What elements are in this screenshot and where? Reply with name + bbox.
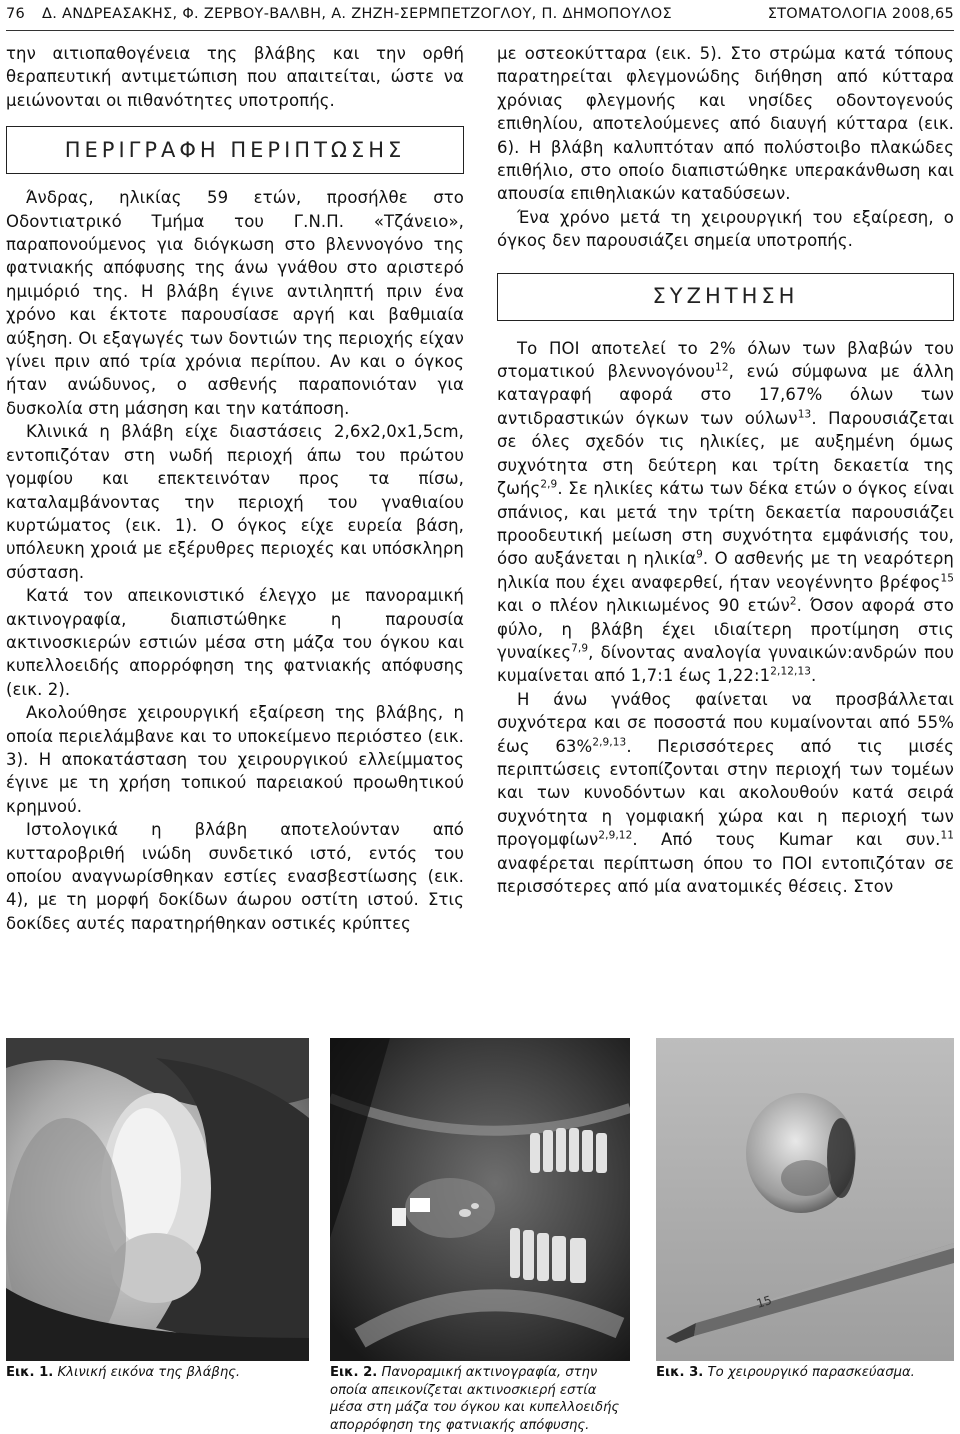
figure-2-label: Εικ. 2. xyxy=(330,1365,378,1380)
reference-superscript: 15 xyxy=(940,572,954,585)
reference-superscript: 12 xyxy=(715,361,729,374)
clinical-photo-image xyxy=(6,1038,309,1361)
running-header-authors: Δ. ΑΝΔΡΕΑΣΑΚΗΣ, Φ. ΖΕΡΒΟΥ-ΒΑΛΒΗ, Α. ΖΗΖΗ-ΣΕΡΜΠΕΤΖΟΓΛΟΥ, Π. ΔΗΜΟΠΟΥΛΟΣ xyxy=(42,6,672,22)
running-header-journal: ΣΤΟΜΑΤΟΛΟΓΙΑ 2008,65 xyxy=(767,6,954,22)
discussion-paragraph-2: Η άνω γνάθος φαίνεται να προσβάλλεται συχνότερα και σε ποσοστά που κυμαίνονται από 55% έως 63%$^{2,9,13}$. Περισσότερες από τις μισές περιπτώσεις εντοπίζονται στην περιοχή των τομέων και των κυνοδόντων και ακολουθούν κατά σειρά συχνότητα η γομφιακή χώρα και η περιοχή των προγομφίων$^{2,9,12}$. Από τους Kumar και συν.$^{11}$ αναφέρεται περίπτωση όπου το ΠΟΙ εντοπιζόταν σε περισσότερες από μία ανατομικές θέσεις. Στον xyxy=(497,689,954,896)
case-paragraph-3: Κατά τον απεικονιστικό έλεγχο με πανοραμική ακτινογραφία, διαπιστώθηκε η παρουσία ακτινοσκιερών εστιών μέσα στη μάζα του όγκου και κυπελλοειδής απορρόφηση της φατνιακής απόφυσης (εικ. 2). xyxy=(6,586,464,699)
case-paragraph-5: Ιστολογικά η βλάβη αποτελούνταν από κυτταροβριθή ινώδη συνδετικό ιστό, εντός του οποίου αναγνωρίσθηκαν εστίες ενασβεστίωσης (εικ. 4), με τη μορφή δοκίδων άωρου οστίτη ιστού. Στις δοκίδες αυτές παρατηρήθηκαν οστικές κρύπτες xyxy=(6,820,464,933)
case-paragraph-1: Άνδρας, ηλικίας 59 ετών, προσήλθε στο Οδοντιατρικό Τμήμα του Γ.Ν.Π. «Τζάνειο», παραπονούμενος για διόγκωση στο βλεννογόνο της φατνιακής απόφυσης της άνω γνάθου στο αριστερό ημιμόριό της. Η βλάβη έγινε αντιληπτή πριν ένα χρόνο και έκτοτε παρουσίασε αργή και βαθμιαία αύξηση. Οι εξαγωγές των δοντιών της περιοχής είχαν γίνει πριν από τρία χρόνια περίπου. Αν και ο όγκος ήταν ανώδυνος, ο ασθενής παραπονιόταν για δυσκολία στη μάσηση και την κατάποση. xyxy=(6,188,464,418)
section-heading-case: ΠΕΡΙΓΡΑΦΗ ΠΕΡΙΠΤΩΣΗΣ xyxy=(6,126,464,174)
reference-superscript: 2,9,12 xyxy=(598,829,633,842)
reference-superscript: 2,9 xyxy=(540,478,558,491)
figure-2-caption: Εικ. 2. Πανοραμική ακτινογραφία, στην οποία απεικονίζεται ακτινοσκιερή εστία μέσα στη μάζα του όγκου και κυπελλοειδής απορρόφηση της φατνιακής απόφυσης. xyxy=(330,1365,620,1433)
figure-1-label: Εικ. 1. xyxy=(6,1365,54,1380)
header-rule xyxy=(6,30,954,31)
reference-superscript: 13 xyxy=(797,408,812,421)
scalpel-marking: 15 xyxy=(754,1293,774,1311)
reference-superscript: 2,12,13 xyxy=(770,665,812,678)
figure-1-caption: Εικ. 1. Κλινική εικόνα της βλάβης. xyxy=(6,1365,241,1380)
figure-3-label: Εικ. 3. xyxy=(656,1365,704,1380)
reference-superscript: 11 xyxy=(940,829,954,842)
case-paragraph-4: Ακολούθησε χειρουργική εξαίρεση της βλάβης, η οποία περιελάμβανε και το υποκείμενο περιόστεο (εικ. 3). Η αποκατάσταση του χειρουργικού ελλείμματος έγινε με τη χρήση τοπικού παρειακού προωθητικού κρημνού. xyxy=(6,703,464,816)
page-number: 76 xyxy=(6,6,26,22)
intro-paragraph: την αιτιοπαθογένεια της βλάβης και την ορθή θεραπευτική αντιμετώπιση που απαιτείται, ώστε να μειώνονται οι πιθανότητες υποτροπής. xyxy=(6,44,464,110)
left-column xyxy=(6,42,464,935)
figure-3-surgical-specimen xyxy=(656,1038,954,1361)
panoramic-xray-image xyxy=(330,1038,630,1361)
surgical-specimen-image xyxy=(656,1038,954,1361)
figure-3-caption: Εικ. 3. Το χειρουργικό παρασκεύασμα. xyxy=(656,1365,915,1380)
reference-superscript: 2 xyxy=(789,595,797,608)
followup-paragraph: Ένα χρόνο μετά τη χειρουργική του εξαίρεση, ο όγκος δεν παρουσιάζει σημεία υποτροπής. xyxy=(497,207,954,251)
reference-superscript: 7,9 xyxy=(571,642,589,655)
case-paragraph-2: Κλινικά η βλάβη είχε διαστάσεις 2,6x2,0x1,5cm, εντοπιζόταν στη νωδή περιοχή άπω του πρώτου γομφίου και επεκτεινόταν προς τα πίσω, καταλαμβάνοντας την περιοχή του γναθιαίου κυρτώματος (εικ. 1). Ο όγκος είχε ευρεία βάση, υπόλευκη χροιά με εξέρυθρες περιοχές και υπόσκληρη σύσταση. xyxy=(6,422,464,582)
figure-2-panoramic-xray xyxy=(330,1038,630,1361)
reference-superscript: 2,9,13 xyxy=(592,736,627,749)
histology-paragraph: με οστεοκύτταρα (εικ. 5). Στο στρώμα κατά τόπους παρατηρείται φλεγμονώδης διήθηση από κύτταρα χρόνιας φλεγμονής και νησίδες οδοντογενούς επιθηλίου, αποτελούμενες από διαυγή κύτταρα (εικ. 6). Η βλάβη καλυπτόταν από πολύστοιβο πλακώδες επιθήλιο, στο οποίο διαπιστώθηκε υπερακάνθωση και απουσία επιθηλιακών καταδύσεων. xyxy=(497,44,954,204)
running-header xyxy=(6,6,954,28)
reference-superscript: 9 xyxy=(696,548,703,561)
right-column xyxy=(497,42,954,898)
figure-1-clinical-photo xyxy=(6,1038,309,1361)
discussion-paragraph-1: Το ΠΟΙ αποτελεί το 2% όλων των βλαβών του στοματικού βλεννογόνου$^{12}$, ενώ σύμφωνα με άλλη καταγραφή αφορά στο 17,67% όλων των αντιδραστικών όγκων των ούλων$^{13}$. Παρουσιάζεται σε όλες σχεδόν τις ηλικίες, με αυξημένη όμως συχνότητα στη δεύτερη και τρίτη δεκαετία της ζωής$^{2,9}$. Σε ηλικίες κάτω των δέκα ετών ο όγκος είναι σπάνιος, και μετά την τρίτη δεκαετία παρουσιάζει προοδευτική μείωση στη συχνότητα εμφάνισής του, όσο αυξάνεται η ηλικία$^9$. Ο ασθενής με τη νεαρότερη ηλικία που έχει αναφερθεί, ήταν νεογέννητο βρέφος$^{15}$ και ο πλέον ηλικιωμένος 90 ετών$^2$. Όσον αφορά στο φύλο, η βλάβη έχει ιδιαίτερη προτίμηση στις γυναίκες$^{7,9}$, δίνοντας αναλογία γυναικών:ανδρών που κυμαίνεται από 1,7:1 έως 1,22:1$^{2,12,13}$. xyxy=(497,338,955,686)
section-heading-discussion: ΣΥΖΗΤΗΣΗ xyxy=(497,273,954,321)
